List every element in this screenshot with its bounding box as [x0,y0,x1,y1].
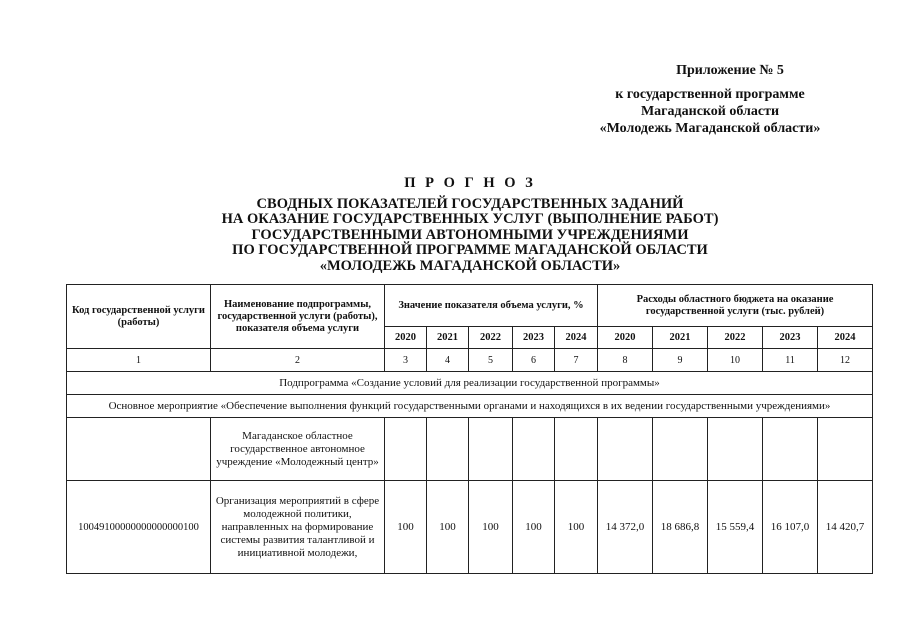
empty-cell [67,418,211,481]
empty-cell [385,418,427,481]
column-number: 6 [513,349,555,372]
volume-value: 100 [427,481,469,574]
main-event-title: Основное мероприятие «Обеспечение выполнения функций государственными органами и находящихся в их ведении государственными учреждениями» [67,395,873,418]
year-cell: 2023 [513,327,555,349]
year-cell: 2020 [385,327,427,349]
year-cell: 2021 [653,327,708,349]
service-row [67,481,873,574]
heading-line: НА ОКАЗАНИЕ ГОСУДАРСТВЕННЫХ УСЛУГ (ВЫПОЛНЕНИЕ РАБОТ) [221,211,719,227]
main-event-row [67,395,873,418]
header-name: Наименование подпрограммы, государственной услуги (работы), показателя объема услуги [211,285,385,349]
heading-line: ПО ГОСУДАРСТВЕННОЙ ПРОГРАММЕ МАГАДАНСКОЙ ОБЛАСТИ [232,242,708,258]
header-budget: Расходы областного бюджета на оказание государственной услуги (тыс. рублей) [598,285,873,327]
header-row [67,285,873,327]
column-number: 8 [598,349,653,372]
empty-cell [598,418,653,481]
year-cell: 2024 [818,327,873,349]
year-cell: 2020 [598,327,653,349]
empty-cell [555,418,598,481]
forecast-table [66,284,873,574]
appendix-line: к государственной программе [615,87,805,102]
empty-cell [469,418,513,481]
volume-value: 100 [469,481,513,574]
column-number: 11 [763,349,818,372]
budget-value: 16 107,0 [763,481,818,574]
budget-value: 15 559,4 [708,481,763,574]
column-number: 9 [653,349,708,372]
year-cell: 2022 [469,327,513,349]
heading-title: П Р О Г Н О З [404,175,536,191]
header-volume: Значение показателя объема услуги, % [385,285,598,327]
institution-name: Магаданское областное государственное автономное учреждение «Молодежный центр» [211,418,385,481]
column-number: 12 [818,349,873,372]
subprogram-title: Подпрограмма «Создание условий для реализации государственной программы» [67,372,873,395]
appendix-block [560,62,860,137]
empty-cell [708,418,763,481]
year-cell: 2023 [763,327,818,349]
year-cell: 2021 [427,327,469,349]
year-cell: 2024 [555,327,598,349]
heading-line: ГОСУДАРСТВЕННЫМИ АВТОНОМНЫМИ УЧРЕЖДЕНИЯМИ [251,226,689,243]
column-number: 2 [211,349,385,372]
volume-value: 100 [385,481,427,574]
appendix-line: Магаданской области [640,104,780,119]
budget-value: 14 420,7 [818,481,873,574]
volume-value: 100 [513,481,555,574]
heading-line: «МОЛОДЕЖЬ МАГАДАНСКОЙ ОБЛАСТИ» [319,257,621,274]
subprogram-row [67,372,873,395]
column-numbers-row [67,349,873,372]
heading-line: СВОДНЫХ ПОКАЗАТЕЛЕЙ ГОСУДАРСТВЕННЫХ ЗАДАНИЙ [256,195,684,212]
empty-cell [818,418,873,481]
empty-cell [653,418,708,481]
appendix-title: Приложение № 5 [676,63,784,78]
header-code: Код государственной услуги (работы) [67,285,211,349]
column-number: 4 [427,349,469,372]
empty-cell [427,418,469,481]
appendix-line: «Молодежь Магаданской области» [599,121,821,136]
empty-cell [763,418,818,481]
column-number: 5 [469,349,513,372]
document-heading [170,176,770,274]
column-number: 1 [67,349,211,372]
service-name: Организация мероприятий в сфере молодежной политики, направленных на формирование системы развития талантливой и инициативной молодежи, [211,481,385,574]
budget-value: 14 372,0 [598,481,653,574]
institution-row [67,418,873,481]
year-cell: 2022 [708,327,763,349]
column-number: 7 [555,349,598,372]
column-number: 3 [385,349,427,372]
empty-cell [513,418,555,481]
budget-value: 18 686,8 [653,481,708,574]
column-number: 10 [708,349,763,372]
service-code: 10049100000000000000100 [67,481,211,574]
volume-value: 100 [555,481,598,574]
